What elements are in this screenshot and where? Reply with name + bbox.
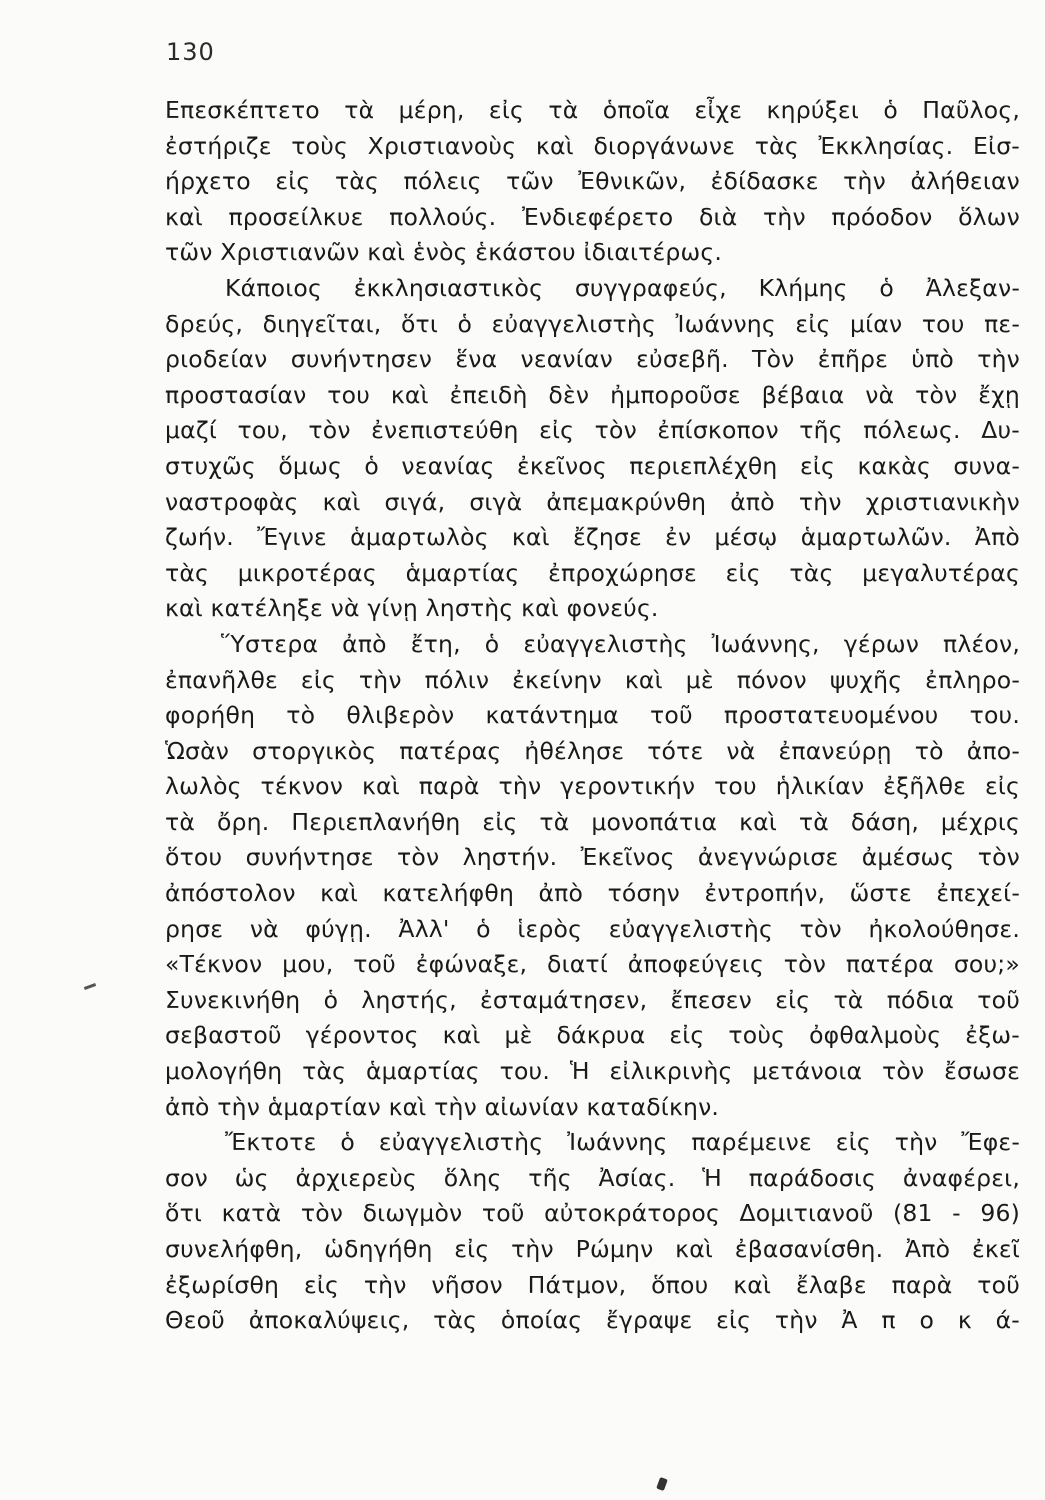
text-line: Επεσκέπτετο τὰ μέρη, εἰς τὰ ὁποῖα εἶχε κηρύξει ὁ Παῦλος, bbox=[165, 96, 1020, 124]
text-line: ἀπὸ τὴν ἁμαρτίαν καὶ τὴν αἰωνίαν καταδίκην. bbox=[165, 1092, 720, 1121]
text-line: ήρχετο εἰς τὰς πόλεις τῶν Ἐθνικῶν, ἐδίδασκε τὴν ἀλήθειαν bbox=[165, 167, 1020, 196]
page-number: 130 bbox=[166, 38, 215, 66]
body-text bbox=[165, 93, 1020, 1339]
text-line: τὰ ὄρη. Περιεπλανήθη εἰς τὰ μονοπάτια καὶ τὰ δάση, μέχρις bbox=[165, 807, 1020, 836]
text-line: σον ὡς ἀρχιερεὺς ὅλης τῆς Ἀσίας. Ἡ παράδοσις ἀναφέρει, bbox=[165, 1163, 1020, 1192]
text-line: Ἔκτοτε ὁ εὐαγγελιστὴς Ἰωάννης παρέμεινε εἰς τὴν Ἔφε- bbox=[225, 1128, 1020, 1157]
text-line: καὶ προσείλκυε πολλούς. Ἐνδιεφέρετο διὰ τὴν πρόοδον ὅλων bbox=[165, 202, 1020, 231]
text-line: μαζί του, τὸν ἐνεπιστεύθη εἰς τὸν ἐπίσκοπον τῆς πόλεως. Δυ- bbox=[165, 416, 1020, 445]
scan-speck bbox=[84, 983, 96, 990]
text-line: δρεύς, διηγεῖται, ὅτι ὁ εὐαγγελιστὴς Ἰωάννης εἰς μίαν του πε- bbox=[165, 309, 1020, 338]
text-line: ναστροφὰς καὶ σιγά, σιγὰ ἀπεμακρύνθη ἀπὸ τὴν χριστιανικὴν bbox=[165, 487, 1020, 516]
text-line: προστασίαν του καὶ ἐπειδὴ δὲν ἠμποροῦσε βέβαια νὰ τὸν ἔχῃ bbox=[165, 380, 1020, 409]
text-line: ριοδείαν συνήντησεν ἕνα νεανίαν εὐσεβῆ. Τὸν ἐπῆρε ὑπὸ τὴν bbox=[165, 345, 1020, 374]
text-line: συνελήφθη, ὡδηγήθη εἰς τὴν Ρώμην καὶ ἐβασανίσθη. Ἀπὸ ἐκεῖ bbox=[165, 1235, 1020, 1263]
text-line: ρησε νὰ φύγῃ. Ἀλλ' ὁ ἱερὸς εὐαγγελιστὴς τὸν ἠκολούθησε. bbox=[165, 914, 1020, 943]
text-line: λωλὸς τέκνον καὶ παρὰ τὴν γεροντικήν του ἡλικίαν ἐξῆλθε εἰς bbox=[165, 772, 1020, 801]
text-line: καὶ κατέληξε νὰ γίνῃ ληστὴς καὶ φονεύς. bbox=[165, 594, 659, 623]
text-line: τὰς μικροτέρας ἁμαρτίας ἐπροχώρησε εἰς τὰς μεγαλυτέρας bbox=[165, 558, 1020, 587]
scan-speck bbox=[656, 1477, 668, 1491]
text-line: «Τέκνον μου, τοῦ ἐφώναξε, διατί ἀποφεύγεις τὸν πατέρα σου;» bbox=[165, 950, 1020, 979]
text-line: φορήθη τὸ θλιβερὸν κατάντημα τοῦ προστατευομένου του. bbox=[165, 701, 1020, 730]
text-line: στυχῶς ὅμως ὁ νεανίας ἐκεῖνος περιεπλέχθη εἰς κακὰς συνα- bbox=[165, 451, 1020, 480]
text-line: Κάποιος ἐκκλησιαστικὸς συγγραφεύς, Κλήμης ὁ Ἀλεξαν- bbox=[225, 273, 1020, 302]
text-line: ἀπόστολον καὶ κατελήφθη ἀπὸ τόσην ἐντροπήν, ὥστε ἐπεχεί- bbox=[165, 879, 1020, 908]
text-line: Θεοῦ ἀποκαλύψεις, τὰς ὁποίας ἔγραψε εἰς τὴν Ἀ π ο κ ά- bbox=[165, 1306, 1020, 1335]
text-line: ἐστήριζε τοὺς Χριστιανοὺς καὶ διοργάνωνε τὰς Ἐκκλησίας. Εἰσ- bbox=[165, 131, 1020, 160]
text-line: ἐξωρίσθη εἰς τὴν νῆσον Πάτμον, ὅπου καὶ ἔλαβε παρὰ τοῦ bbox=[165, 1270, 1020, 1299]
text-line: ζωήν. Ἔγινε ἁμαρτωλὸς καὶ ἔζησε ἐν μέσῳ ἁμαρτωλῶν. Ἀπὸ bbox=[165, 523, 1020, 552]
text-line: ἐπανῆλθε εἰς τὴν πόλιν ἐκείνην καὶ μὲ πόνον ψυχῆς ἐπληρο- bbox=[165, 665, 1020, 694]
text-line: Ὕστερα ἀπὸ ἔτη, ὁ εὐαγγελιστὴς Ἰωάννης, γέρων πλέον, bbox=[221, 629, 1020, 658]
text-line: μολογήθη τὰς ἁμαρτίας του. Ἡ εἰλικρινὴς μετάνοια τὸν ἔσωσε bbox=[165, 1057, 1020, 1086]
text-line: Συνεκινήθη ὁ ληστής, ἐσταμάτησεν, ἔπεσεν εἰς τὰ πόδια τοῦ bbox=[165, 985, 1020, 1014]
text-line: Ὡσὰν στοργικὸς πατέρας ἠθέλησε τότε νὰ ἐπανεύρῃ τὸ ἀπο- bbox=[165, 736, 1020, 765]
text-line: σεβαστοῦ γέροντος καὶ μὲ δάκρυα εἰς τοὺς ὀφθαλμοὺς ἐξω- bbox=[165, 1021, 1020, 1050]
text-line: ὅτι κατὰ τὸν διωγμὸν τοῦ αὐτοκράτορος Δομιτιανοῦ (81 - 96) bbox=[165, 1199, 1020, 1228]
text-line: ὅτου συνήντησε τὸν ληστήν. Ἐκεῖνος ἀνεγνώρισε ἀμέσως τὸν bbox=[165, 843, 1020, 872]
text-line: τῶν Χριστιανῶν καὶ ἑνὸς ἑκάστου ἰδιαιτέρως. bbox=[165, 238, 723, 267]
